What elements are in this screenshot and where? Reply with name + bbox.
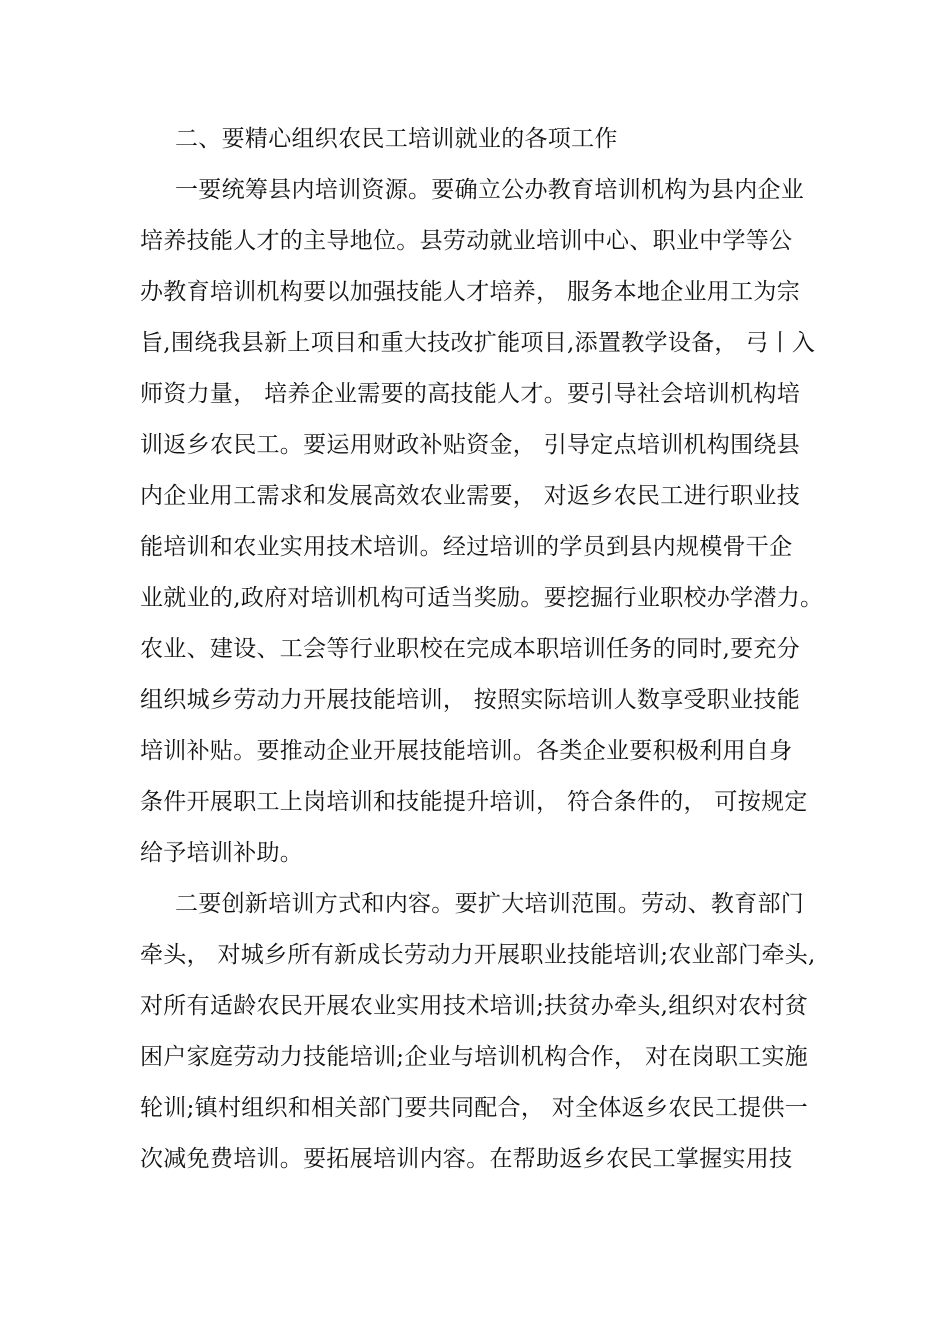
paragraph-line: 办教育培训机构要以加强技能人才培养， 服务本地企业用工为宗: [140, 279, 801, 305]
paragraph-line: 牵头， 对城乡所有新成长劳动力开展职业技能培训;农业部门牵头,: [140, 942, 816, 968]
paragraph-line: 条件开展职工上岗培训和技能提升培训， 符合条件的， 可按规定: [140, 789, 808, 815]
paragraph-line: 困户家庭劳动力技能培训;企业与培训机构合作， 对在岗职工实施: [140, 1044, 809, 1070]
paragraph-line: 轮训;镇村组织和相关部门要共同配合， 对全体返乡农民工提供一: [140, 1095, 809, 1121]
paragraph-line: 能培训和农业实用技术培训。经过培训的学员到县内规模骨干企: [140, 534, 793, 560]
section-heading: 二、要精心组织农民工培训就业的各项工作: [175, 126, 618, 152]
paragraph-line: 师资力量， 培养企业需要的高技能人才。要引导社会培训机构培: [140, 381, 801, 407]
paragraph-line: 业就业的,政府对培训机构可适当奖励。要挖掘行业职校办学潜力。: [140, 585, 824, 611]
paragraph-line: 对所有适龄农民开展农业实用技术培训;扶贫办牵头,组织对农村贫: [140, 993, 809, 1019]
paragraph-line: 一要统筹县内培训资源。要确立公办教育培训机构为县内企业: [175, 177, 805, 203]
paragraph-line: 培养技能人才的主导地位。县劳动就业培训中心、职业中学等公: [140, 228, 793, 254]
paragraph-line: 次减免费培训。要拓展培训内容。在帮助返乡农民工掌握实用技: [140, 1146, 793, 1172]
paragraph-line: 训返乡农民工。要运用财政补贴资金， 引导定点培训机构围绕县: [140, 432, 801, 458]
paragraph-line: 农业、建设、工会等行业职校在完成本职培训任务的同时,要充分: [140, 636, 801, 662]
paragraph-line: 组织城乡劳动力开展技能培训， 按照实际培训人数享受职业技能: [140, 687, 801, 713]
paragraph-line: 培训补贴。要推动企业开展技能培训。各类企业要积极利用自身: [140, 738, 793, 764]
paragraph-line: 内企业用工需求和发展高效农业需要， 对返乡农民工进行职业技: [140, 483, 801, 509]
paragraph-line: 旨,围绕我县新上项目和重大技改扩能项目,添置教学设备， 弓丨入: [140, 330, 816, 356]
paragraph-line: 给予培训补助。: [140, 840, 304, 866]
paragraph-line: 二要创新培训方式和内容。要扩大培训范围。劳动、教育部门: [175, 891, 805, 917]
